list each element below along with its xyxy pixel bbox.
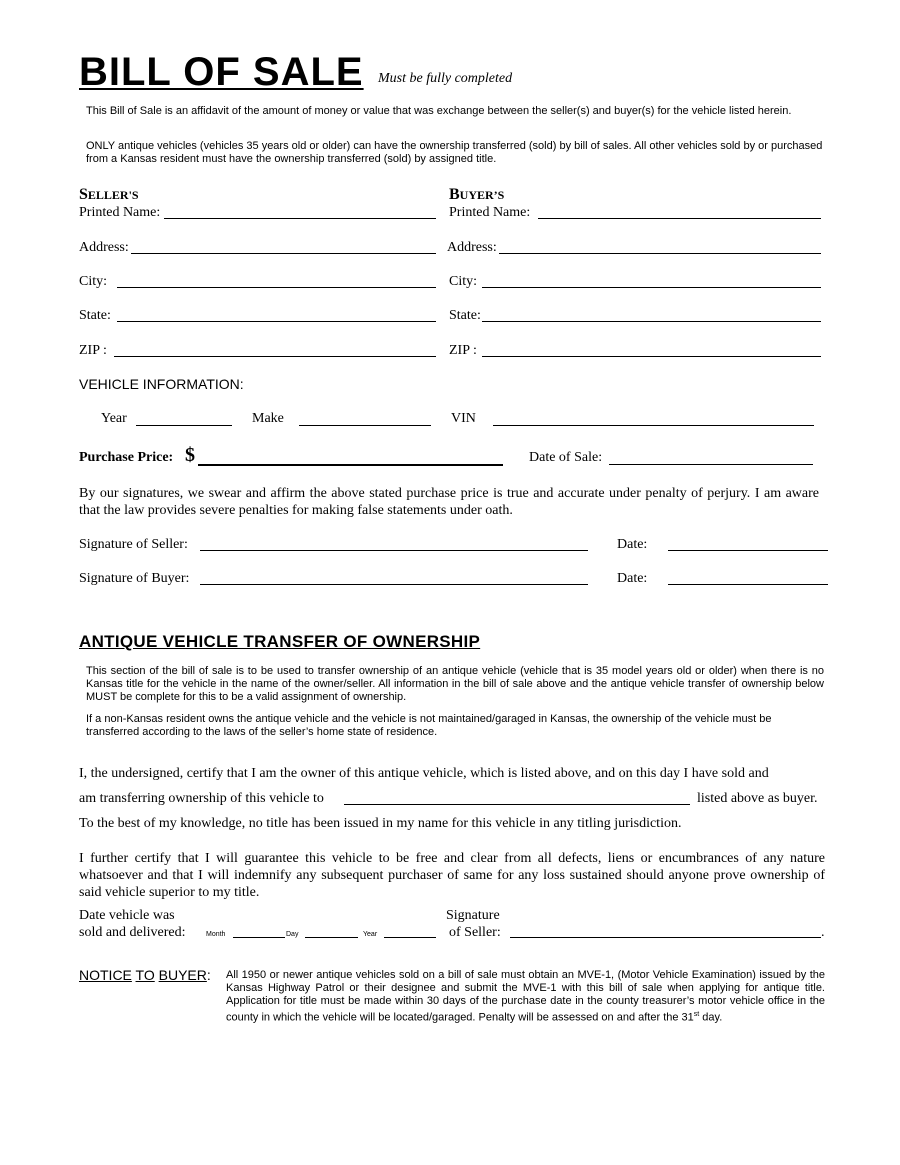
vehicle-vin-field[interactable] [493,425,814,426]
seller-heading: SELLER'S [79,186,139,203]
year-field[interactable] [384,937,436,938]
buyer-zip-label: ZIP : [449,343,477,358]
seller-signature-field[interactable] [200,550,588,551]
affirmation-paragraph: By our signatures, we swear and affirm the above stated purchase price is true and accurate under penalty of perjury. I am aware that the law provides severe penalties for making false statements under oath. [79,486,819,518]
buyer-printed-name-field[interactable] [538,218,821,219]
vehicle-info-heading: VEHICLE INFORMATION: [79,376,244,392]
buyer-address-field[interactable] [499,253,821,254]
seller-state-field[interactable] [117,321,436,322]
buyer-state-label: State: [449,308,481,323]
antique-seller-signature-field[interactable] [510,937,821,938]
buyer-signature-field[interactable] [200,584,588,585]
intro-paragraph-2: ONLY antique vehicles (vehicles 35 years old or older) can have the ownership transferred (sold) by bill of sales. All other vehicles sold by or purchased from a Kansas resident must have the ownership transferred (sold) by assigned title. [86,140,823,165]
buyer-signature-date-field[interactable] [668,584,828,585]
transferee-name-field[interactable] [344,804,690,805]
certify-line-1: I, the undersigned, certify that I am the owner of this antique vehicle, which is listed above, and on this day I have sold and [79,766,769,781]
seller-signature-date-label: Date: [617,537,648,552]
antique-section-heading: ANTIQUE VEHICLE TRANSFER OF OWNERSHIP [79,632,481,651]
buyer-signature-label: Signature of Buyer: [79,571,190,586]
month-field[interactable] [233,937,285,938]
vehicle-make-label: Make [252,411,284,426]
day-caption: Day [286,931,299,938]
buyer-state-field[interactable] [482,321,821,322]
seller-printed-name-field[interactable] [164,218,436,219]
seller-city-field[interactable] [117,287,436,288]
month-caption: Month [206,931,226,938]
seller-address-label: Address: [79,240,129,255]
buyer-zip-field[interactable] [482,356,821,357]
vehicle-year-field[interactable] [136,425,232,426]
seller-signature-date-field[interactable] [668,550,828,551]
buyer-signature-date-label: Date: [617,571,648,586]
date-of-sale-field[interactable] [609,464,813,465]
seller-city-label: City: [79,274,108,289]
document-subtitle: Must be fully completed [378,71,513,86]
signature-period: . [821,925,825,940]
buyer-printed-name-label: Printed Name: [449,205,531,220]
buyer-city-label: City: [449,274,478,289]
seller-zip-label: ZIP : [79,343,107,358]
vehicle-vin-label: VIN [451,411,476,426]
buyer-address-label: Address: [447,240,497,255]
vehicle-year-label: Year [101,411,127,426]
antique-paragraph-1: This section of the bill of sale is to be used to transfer ownership of an antique vehicle (vehicle that is 35 model years old or older) when there is no Kansas title for the vehicle in the name of the owner/seller. All information in the bill of sale above and the antique vehicle transfer of ownership below MUST be complete for this to be a valid assignment of ownership. [86,665,824,703]
day-field[interactable] [305,937,358,938]
notice-to-buyer-text: All 1950 or newer antique vehicles sold on a bill of sale must obtain an MVE-1, (Motor Vehicle Examination) issued by the Kansas Highway Patrol or their designee and submit the MVE-1 with this bill of sale when applying for antique title. Application for title must be made within 30 days of the purchase date in the county treasurer’s motor vehicle office in the county in which the vehicle will be located/garaged. Penalty will be assessed on and after the 31st day. [226,969,825,1024]
certify-line-3: To the best of my knowledge, no title has been issued in my name for this vehicle in any titling jurisdiction. [79,816,682,831]
seller-signature-label: Signature of Seller: [79,537,188,552]
guarantee-paragraph: I further certify that I will guarantee this vehicle to be free and clear from all defects, liens or encumbrances of any nature whatsoever and that I will indemnify any subsequent purchaser of same for any loss sustained should anyone prove ownership of said vehicle superior to my title. [79,851,825,900]
certify-line-2-start: am transferring ownership of this vehicle to [79,791,324,806]
seller-address-field[interactable] [131,253,436,254]
document-title: BILL OF SALE [79,50,364,94]
seller-printed-name-label: Printed Name: [79,205,161,220]
year-caption: Year [363,931,378,938]
antique-paragraph-2: If a non-Kansas resident owns the antique vehicle and the vehicle is not maintained/garaged in Kansas, the ownership of the vehicle must be transferred according to the laws of the seller’s home state of residence. [86,713,772,738]
buyer-city-field[interactable] [482,287,821,288]
intro-paragraph-1: This Bill of Sale is an affidavit of the amount of money or value that was exchange between the seller(s) and buyer(s) for the vehicle listed herein. [86,105,792,117]
purchase-price-field[interactable] [198,464,503,466]
dollar-sign: $ [185,444,195,466]
antique-signature-label-line-1: Signature [446,908,500,923]
buyer-heading: BUYER’S [449,186,505,203]
seller-zip-field[interactable] [114,356,436,357]
notice-to-buyer-label: NOTICE TO BUYER: [79,967,211,983]
date-of-sale-label: Date of Sale: [529,450,603,465]
antique-signature-label-line-2: of Seller: [449,925,501,940]
purchase-price-label: Purchase Price: [79,450,174,465]
date-delivered-label-line-1: Date vehicle was [79,908,175,923]
certify-line-2-end: listed above as buyer. [697,791,818,806]
seller-state-label: State: [79,308,111,323]
vehicle-make-field[interactable] [299,425,431,426]
date-delivered-label-line-2: sold and delivered: [79,925,186,940]
